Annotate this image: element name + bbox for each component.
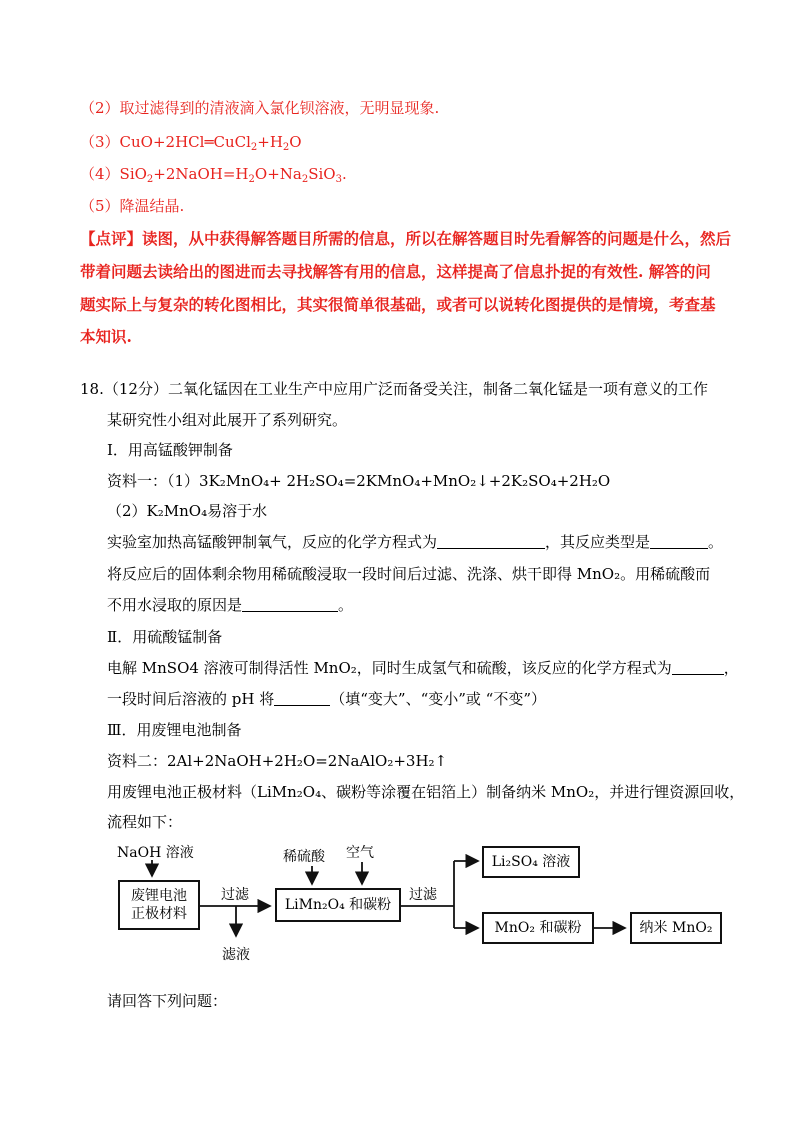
reference-1b: （2）K₂MnO₄易溶于水 bbox=[107, 502, 268, 520]
section-1-title: Ⅰ．用高锰酸钾制备 bbox=[107, 441, 233, 459]
q18-header-2: 某研究性小组对此展开了系列研究。 bbox=[107, 411, 348, 429]
naoh-label: NaOH 溶液 bbox=[117, 845, 194, 861]
comment-line-2: 带着问题去读给出的图进而去寻找解答有用的信息，这样提高了信息扑捉的有效性. 解答的问 bbox=[80, 262, 711, 281]
paragraph-2b: 不用水浸取的原因是 。 bbox=[107, 596, 354, 614]
paragraph-4: 一段时间后溶液的 pH 将 （填“变大”、“变小”或 “不变”） bbox=[107, 690, 547, 708]
section-3-title: Ⅲ．用废锂电池制备 bbox=[107, 721, 242, 739]
filter-label-2: 过滤 bbox=[409, 887, 437, 903]
answer-3: $(3)CuO+2HCl═CuCl_2+H_2O$ bbox=[80, 133, 302, 153]
air-label: 空气 bbox=[346, 845, 374, 861]
comment-tag: 【点评】 bbox=[80, 229, 143, 248]
answer-2: （2）取过滤得到的清液滴入氯化钡溶液，无明显现象. bbox=[80, 99, 440, 117]
reference-2: 资料二：2Al+2NaOH+2H₂O=2NaAlO₂+3H₂↑ bbox=[107, 752, 448, 770]
comment-line-4: 本知识. bbox=[80, 327, 132, 346]
q18-header: 18.（12分）二氧化锰因在工业生产中应用广泛而备受关注，制备二氧化锰是一项有意义的工作 bbox=[80, 380, 708, 398]
answer-5: （5）降温结晶. bbox=[80, 197, 185, 215]
paragraph-1: 实验室加热高锰酸钾制氧气，反应的化学方程式为 ，其反应类型是 。 bbox=[107, 533, 724, 551]
answer-4: $(4)SiO_2+2NaOH=H_2O+Na_2SiO_3$. bbox=[80, 165, 347, 185]
box-nano-mno2: 纳米 MnO₂ bbox=[630, 912, 722, 944]
paragraph-2: 将反应后的固体剩余物用稀硫酸浸取一段时间后过滤、洗涤、烘干即得 MnO₂。用稀硫酸而 bbox=[107, 565, 711, 583]
comment-line-3: 题实际上与复杂的转化图相比，其实很简单很基础，或者可以说转化图提供的是情境，考查基 bbox=[80, 295, 716, 314]
box-mno2-carbon: MnO₂ 和碳粉 bbox=[482, 912, 594, 944]
reference-1: 资料一：（1）3K₂MnO₄+ 2H₂SO₄=2KMnO₄+MnO₂↓+2K₂SO₄+2H₂O bbox=[107, 472, 611, 490]
paragraph-3: 电解 MnSO4 溶液可制得活性 MnO₂，同时生成氢气和硫酸，该反应的化学方程式为 ， bbox=[107, 659, 739, 677]
filter-label-1: 过滤 bbox=[221, 887, 249, 903]
filtrate-label: 滤液 bbox=[222, 947, 250, 963]
comment-line-1: 【点评】读图，从中获得解答题目所需的信息，所以在解答题目时先看解答的问题是什么，然后 bbox=[80, 229, 732, 248]
box-waste-battery: 废锂电池 正极材料 bbox=[118, 880, 200, 930]
box-limn2o4-carbon: LiMn₂O₄ 和碳粉 bbox=[275, 888, 401, 922]
section-2-title: Ⅱ．用硫酸锰制备 bbox=[107, 628, 223, 646]
box-li2so4-solution: Li₂SO₄ 溶液 bbox=[482, 846, 580, 878]
paragraph-5: 用废锂电池正极材料（LiMn₂O₄、碳粉等涂覆在铝箔上）制备纳米 MnO₂，并进行锂资源回收， bbox=[107, 783, 745, 801]
final-prompt: 请回答下列问题： bbox=[107, 992, 228, 1010]
paragraph-6: 流程如下： bbox=[107, 813, 183, 831]
sulfuric-acid-label: 稀硫酸 bbox=[283, 849, 325, 865]
